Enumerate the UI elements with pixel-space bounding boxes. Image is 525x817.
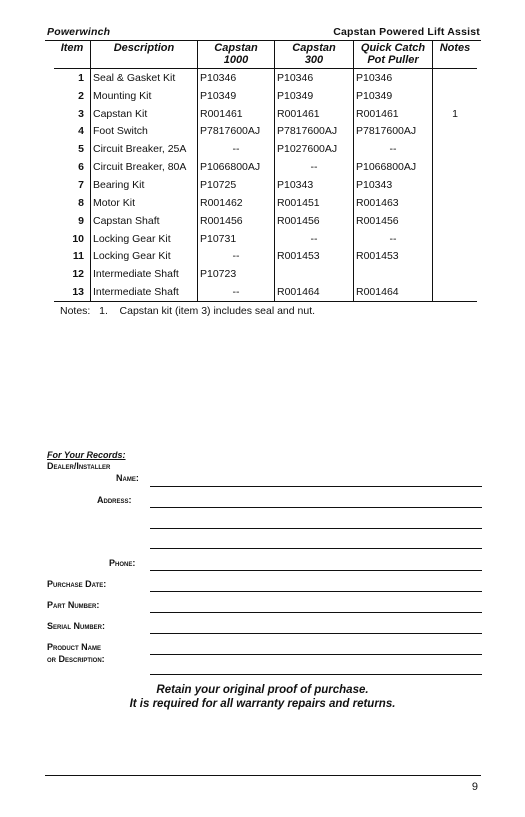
cell-capstan-1000: -- <box>198 247 275 265</box>
cell-capstan-1000: -- <box>198 283 275 301</box>
cell-capstan-300: R001456 <box>275 212 354 230</box>
cell-description: Motor Kit <box>91 194 198 212</box>
cell-quick-catch: P1066800AJ <box>354 158 433 176</box>
cell-notes <box>433 158 478 176</box>
cell-item: 3 <box>78 107 84 120</box>
label-serial-number: Serial Number: <box>47 621 105 631</box>
col-header-capstan-300 <box>275 41 354 69</box>
cell-notes <box>433 265 478 283</box>
cell-description: Circuit Breaker, 80A <box>91 158 198 176</box>
cell-quick-catch <box>354 265 433 283</box>
cell-description: Locking Gear Kit <box>91 230 198 248</box>
cell-capstan-300: R001453 <box>275 247 354 265</box>
cell-capstan-1000: R001456 <box>198 212 275 230</box>
cell-item: 2 <box>78 89 84 102</box>
cell-capstan-300: R001451 <box>275 194 354 212</box>
cell-quick-catch: P10349 <box>354 87 433 105</box>
cell-capstan-300: R001461 <box>275 105 354 123</box>
footer-rule <box>45 775 481 776</box>
address-line-2[interactable] <box>150 528 482 529</box>
cell-capstan-1000: P10731 <box>198 230 275 248</box>
table-row <box>54 123 477 141</box>
table-row <box>54 87 477 105</box>
table-row <box>54 69 477 87</box>
label-or-description: or Description: <box>47 654 105 664</box>
cell-notes <box>433 87 478 105</box>
cell-notes <box>433 176 478 194</box>
cell-capstan-300: P10349 <box>275 87 354 105</box>
table-row <box>54 105 477 123</box>
cell-capstan-300: R001464 <box>275 283 354 301</box>
label-phone: Phone: <box>109 558 136 568</box>
cell-notes <box>433 283 478 301</box>
cell-capstan-1000: P1066800AJ <box>198 158 275 176</box>
cell-notes <box>433 230 478 248</box>
col-header-item: Item <box>54 41 91 69</box>
parts-table <box>54 41 477 302</box>
cell-item: 5 <box>78 143 84 156</box>
label-address: Address: <box>97 495 132 505</box>
cell-capstan-300: P10346 <box>275 69 354 87</box>
col-header-capstan-300-line1: Capstan <box>292 42 336 54</box>
table-row <box>54 194 477 212</box>
records-title: For Your Records: <box>47 450 126 460</box>
cell-item: 10 <box>72 232 84 245</box>
cell-description: Seal & Gasket Kit <box>91 69 198 87</box>
table-row <box>54 212 477 230</box>
col-header-capstan-300-line2: 300 <box>304 54 324 66</box>
cell-capstan-1000: P10725 <box>198 176 275 194</box>
table-row <box>54 176 477 194</box>
header-title: Capstan Powered Lift Assist <box>333 26 480 38</box>
col-header-quick-catch-line2: Pot Puller <box>367 54 419 66</box>
col-header-quick-catch-line1: Quick Catch <box>360 42 426 54</box>
cell-notes <box>433 247 478 265</box>
cell-item: 12 <box>72 268 84 281</box>
product-name-line-2[interactable] <box>150 674 482 675</box>
label-dealer-installer: Dealer/Installer <box>47 461 111 471</box>
cell-capstan-1000: P7817600AJ <box>198 123 275 141</box>
cell-notes <box>433 123 478 141</box>
label-purchase-date: Purchase Date: <box>47 579 107 589</box>
cell-description: Foot Switch <box>91 123 198 141</box>
cell-quick-catch: R001463 <box>354 194 433 212</box>
cell-item: 6 <box>78 161 84 174</box>
table-row <box>54 158 477 176</box>
cell-capstan-1000: P10349 <box>198 87 275 105</box>
cell-capstan-1000: R001461 <box>198 105 275 123</box>
cell-description: Mounting Kit <box>91 87 198 105</box>
cell-capstan-300: P7817600AJ <box>275 123 354 141</box>
table-row <box>54 140 477 158</box>
col-header-notes: Notes <box>433 41 478 69</box>
table-row <box>54 247 477 265</box>
cell-capstan-300: P1027600AJ <box>275 140 354 158</box>
cell-quick-catch: -- <box>354 140 433 158</box>
retain-line-2: It is required for all warranty repairs and returns. <box>129 698 396 710</box>
table-notes: Notes: 1. Capstan kit (item 3) includes seal and nut. <box>60 305 316 317</box>
col-header-capstan-1000-line2: 1000 <box>223 54 249 66</box>
cell-quick-catch: R001456 <box>354 212 433 230</box>
header-brand: Powerwinch <box>47 26 111 38</box>
cell-capstan-300 <box>275 265 354 283</box>
cell-quick-catch: P10343 <box>354 176 433 194</box>
label-name: Name: <box>116 473 139 483</box>
cell-description: Circuit Breaker, 25A <box>91 140 198 158</box>
cell-item: 7 <box>78 178 84 191</box>
table-row <box>54 230 477 248</box>
cell-capstan-300: P10343 <box>275 176 354 194</box>
phone-line[interactable] <box>150 570 482 571</box>
cell-item: 8 <box>78 196 84 209</box>
cell-capstan-300: -- <box>275 230 354 248</box>
label-part-number: Part Number: <box>47 600 100 610</box>
cell-description: Capstan Shaft <box>91 212 198 230</box>
cell-capstan-300: -- <box>275 158 354 176</box>
cell-item: 4 <box>78 125 84 138</box>
cell-quick-catch: R001464 <box>354 283 433 301</box>
cell-item: 13 <box>54 283 91 301</box>
cell-quick-catch: P10346 <box>354 69 433 87</box>
cell-capstan-1000: P10346 <box>198 69 275 87</box>
table-row <box>54 265 477 283</box>
cell-notes <box>433 212 478 230</box>
col-header-capstan-1000 <box>198 41 275 69</box>
col-header-description: Description <box>91 41 198 69</box>
cell-quick-catch: R001453 <box>354 247 433 265</box>
cell-capstan-1000: -- <box>198 140 275 158</box>
address-line-3[interactable] <box>150 548 482 549</box>
cell-quick-catch: P7817600AJ <box>354 123 433 141</box>
part-number-line[interactable] <box>150 612 482 613</box>
cell-description: Bearing Kit <box>91 176 198 194</box>
purchase-date-line[interactable] <box>150 591 482 592</box>
cell-description: Locking Gear Kit <box>91 247 198 265</box>
cell-notes <box>433 69 478 87</box>
product-name-line-1[interactable] <box>150 654 482 655</box>
cell-notes <box>433 194 478 212</box>
retain-line-1: Retain your original proof of purchase. <box>156 684 369 696</box>
table-header-row <box>54 41 477 69</box>
address-line-1[interactable] <box>150 507 482 508</box>
label-product-name: Product Name <box>47 642 101 652</box>
cell-item: 9 <box>78 214 84 227</box>
page-number: 9 <box>471 781 478 793</box>
cell-quick-catch: -- <box>354 230 433 248</box>
cell-quick-catch: R001461 <box>354 105 433 123</box>
table-row <box>54 283 477 301</box>
cell-description: Intermediate Shaft <box>91 265 198 283</box>
cell-item: 11 <box>72 250 84 263</box>
name-line[interactable] <box>150 486 482 487</box>
cell-notes: 1 <box>433 105 478 123</box>
col-header-quick-catch <box>354 41 433 69</box>
col-header-capstan-1000-line1: Capstan <box>214 42 258 54</box>
cell-item: 1 <box>78 71 84 84</box>
cell-notes <box>433 140 478 158</box>
serial-number-line[interactable] <box>150 633 482 634</box>
cell-description: Capstan Kit <box>91 105 198 123</box>
cell-capstan-1000: P10723 <box>198 265 275 283</box>
cell-description: Intermediate Shaft <box>91 283 198 301</box>
cell-capstan-1000: R001462 <box>198 194 275 212</box>
